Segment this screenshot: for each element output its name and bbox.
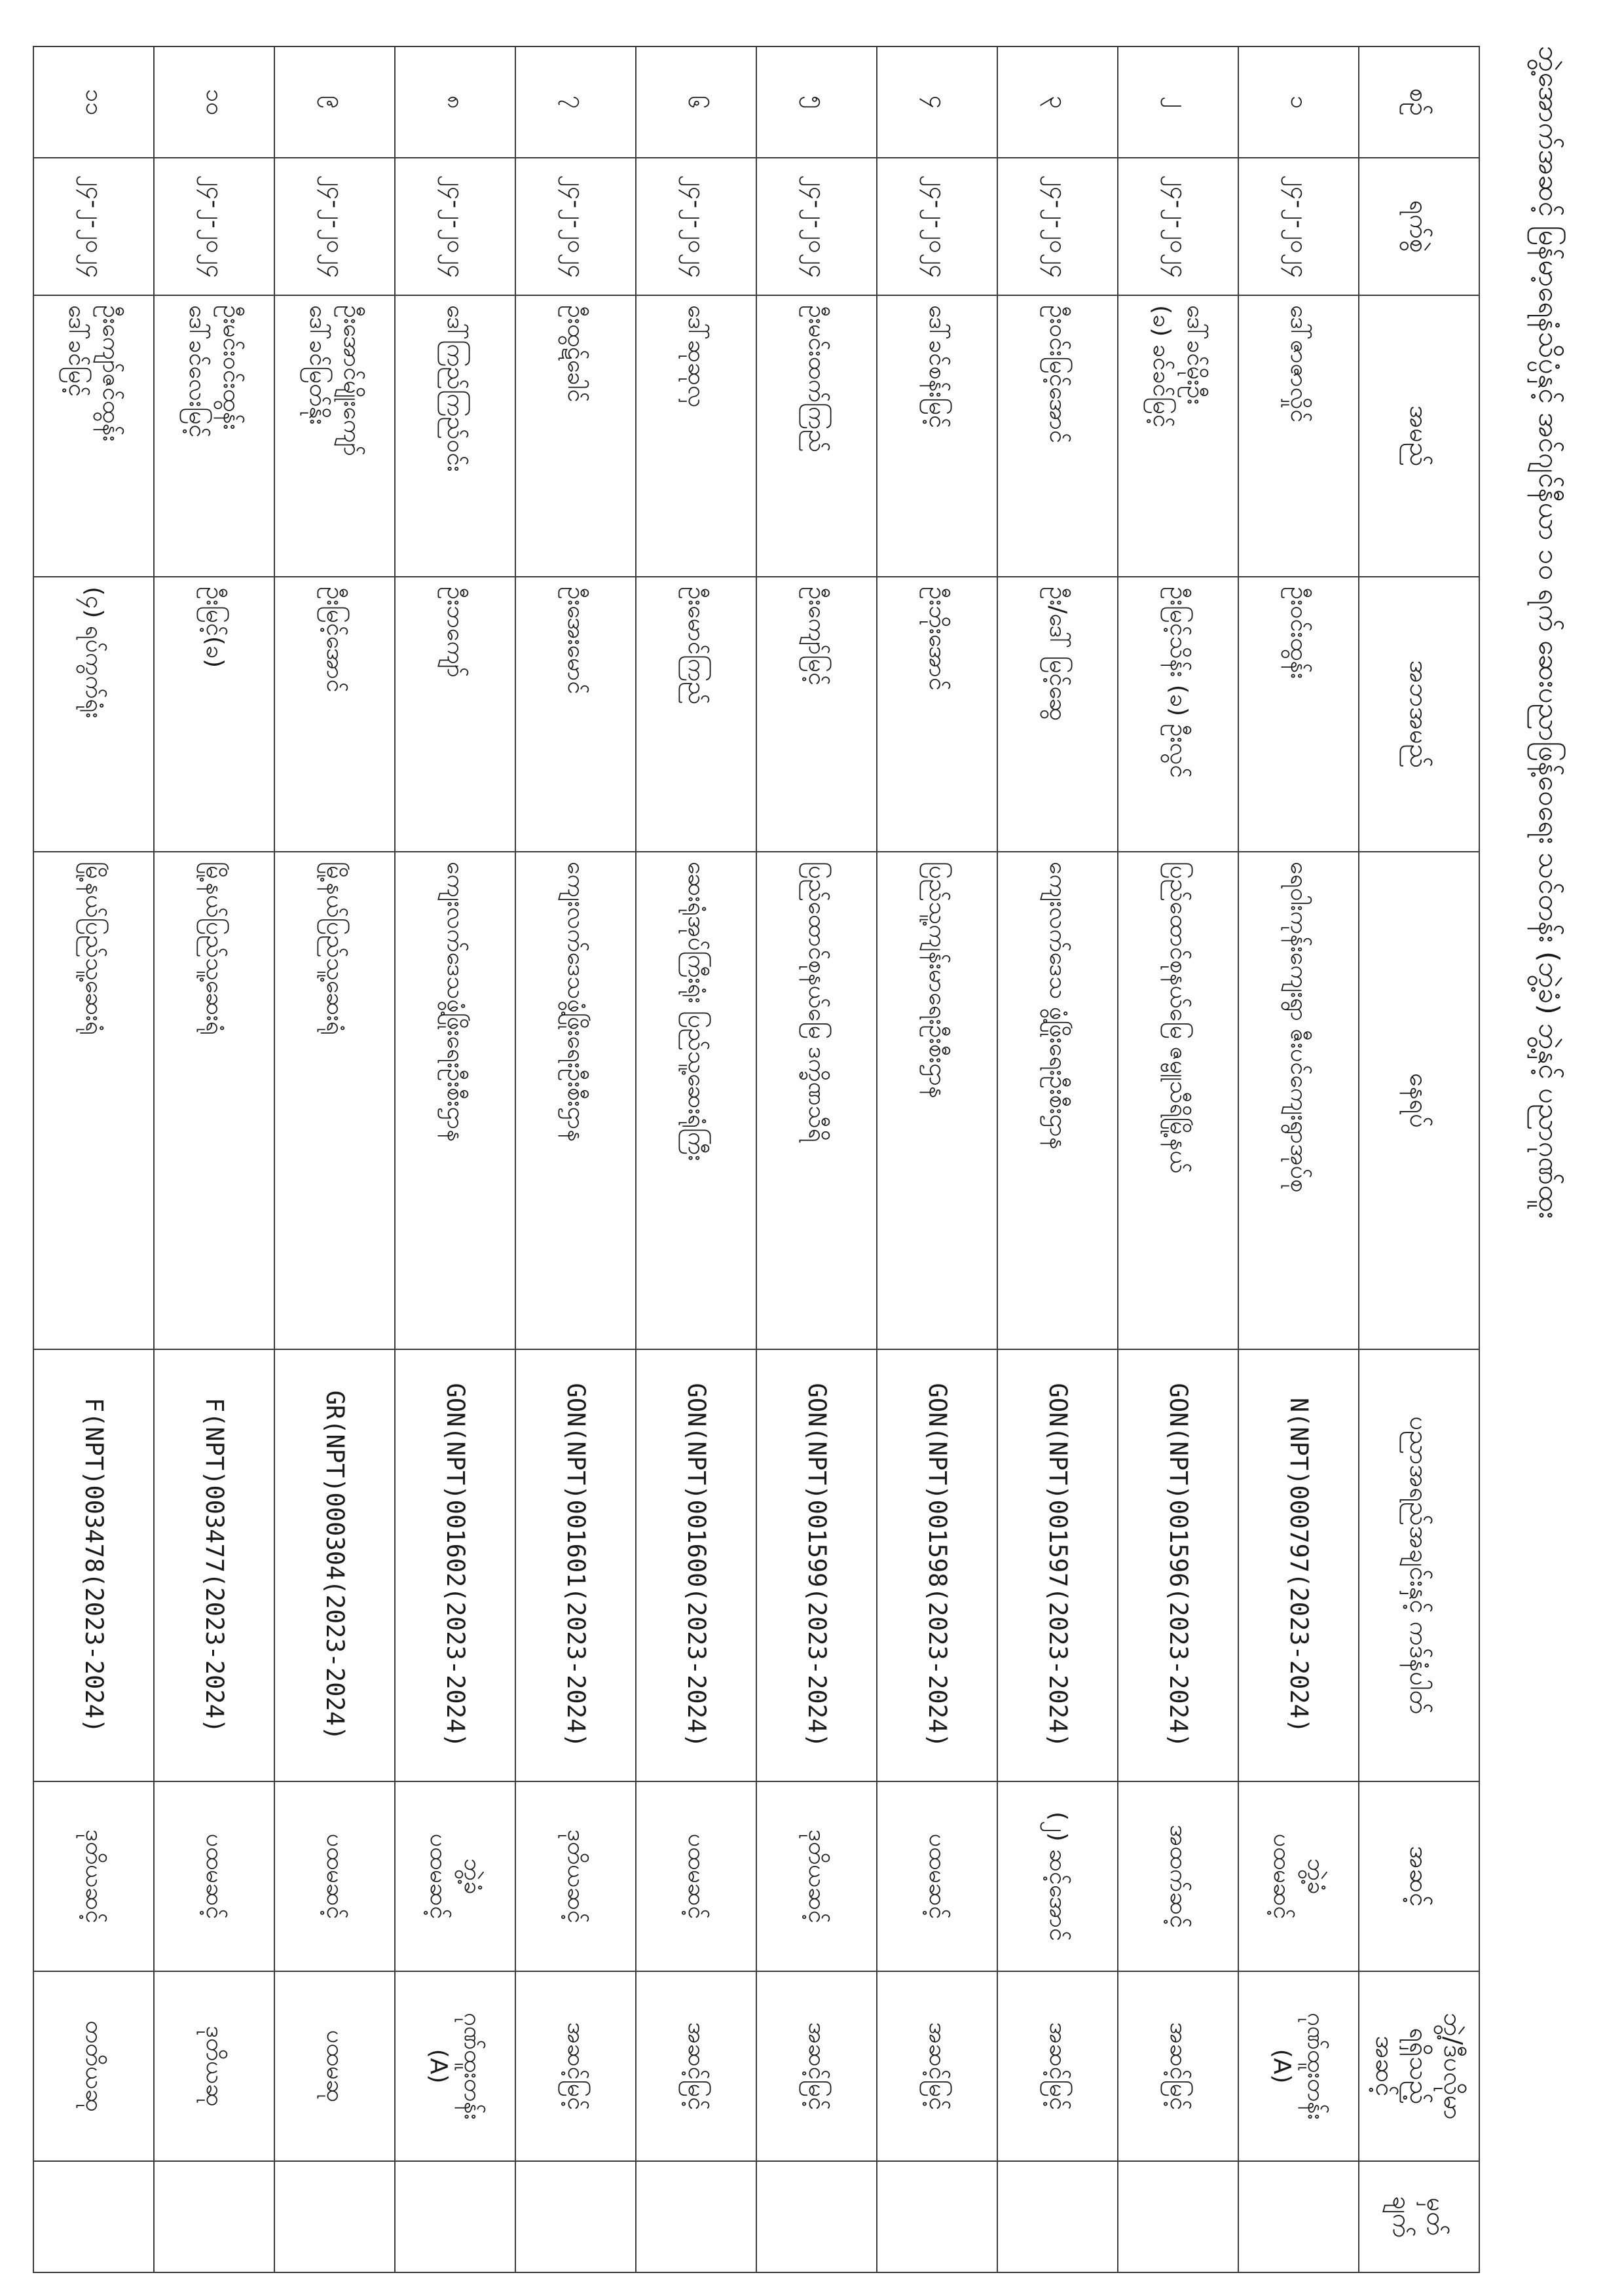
table-row (756, 46, 877, 2272)
table-row (1118, 46, 1238, 2272)
cell-code: GR(NPT)000304(2023-2024) (274, 1349, 395, 1781)
cell-result: အဆင့်မြင့် (636, 1971, 756, 2161)
table-row (877, 46, 997, 2272)
cell-no: ၈ (395, 46, 515, 158)
cell-no: ၁ (1238, 46, 1359, 158)
cell-name: ဦးမင်းထက်ကြည် (756, 295, 877, 577)
header-father-name: အဘအမည် (1359, 577, 1479, 852)
cell-father-name: ဦးမြင့်သိန်း (ခ) ဦးလွင် (1118, 577, 1238, 852)
table-row (154, 46, 274, 2272)
table-row (395, 46, 515, 2272)
cell-grade: (၂) ဆင့်အောင် (997, 1781, 1118, 1971)
header-row (1359, 46, 1479, 2272)
header-remark: မှတ် ချက် (1359, 2161, 1479, 2272)
header-no: စဉ် (1359, 46, 1479, 158)
cell-address: ပြည်ထောင်စုနယ်မြေ ဒက္ခိဏသီရိ (756, 852, 877, 1349)
cell-name: ဒေါ်ဇာဇာလှိုင် (1238, 295, 1359, 577)
cell-grade: ဒုတိယဆင့် (33, 1781, 154, 1971)
cell-address: ရေဝါးကုန်းကျေးရွာ ဇီးပင်ကျေးရွာအုပ်စု (1238, 852, 1359, 1349)
cell-remark (756, 2161, 877, 2272)
cell-name: ဦးမင်းဝင်းထွန်း ဒေါ်ခင်လေးမြင့် (154, 295, 274, 577)
cell-no: ၇ (515, 46, 636, 158)
cell-no: ၉ (274, 46, 395, 158)
cell-result: တတိယဆု (33, 1971, 154, 2161)
cell-address: မြို့နယ်ပြည်သူ့ဆေးရုံ (274, 852, 395, 1349)
cell-date: ၂၄-၂-၂၀၂၄ (636, 158, 756, 295)
cell-code: GON(NPT)001599(2023-2024) (756, 1349, 877, 1781)
table-row (33, 46, 154, 2272)
cell-grade: ဒုတိယဆင့် (756, 1781, 877, 1971)
cell-grade: ဘွဲ့ခံ ပထမဆင့် (1238, 1781, 1359, 1971)
records-table (33, 46, 1480, 2273)
cell-date: ၂၄-၂-၂၀၂၄ (274, 158, 395, 295)
cell-remark (515, 2161, 636, 2272)
cell-address: ကျေးလက်ဒေသဖွံ့ဖြိုးရေးဦးစီးဌာန (395, 852, 515, 1349)
header-grade: အဆင့် (1359, 1781, 1479, 1971)
cell-code: GON(NPT)001597(2023-2024) (997, 1349, 1118, 1781)
cell-address: ပြည်ထောင်စုနယ်မြေ ဇမ္ဗူသီရိမြို့နယ် (1118, 852, 1238, 1349)
cell-result: အဆင့်မြင့် (756, 1971, 877, 2161)
page-title: ဘွဲ့အောက်အဆင့် မြန်မာ့ရေနံသိပ္ပံနှင့် အင်ဂျင်နီယာ ၁၀ ရက် ဆေးပညာဖြန့်ဝေရေး သင်တန်း (ဘွဲ့ခံ) ဘွဲ့နှင့် ပညာဂုဏ်ထူး (1533, 46, 1565, 1219)
table-row (997, 46, 1118, 2272)
cell-remark (154, 2161, 274, 2272)
cell-name: ဒေါ်ခင်မိုးဦး (ခ) ခင်ခင်မြင့် (1118, 295, 1238, 577)
cell-date: ၂၄-၂-၂၀၂၄ (395, 158, 515, 295)
cell-no: ၃ (997, 46, 1118, 158)
cell-name: ဦးထွဋ်ခေါင် (515, 295, 636, 577)
cell-name: ဦးကျော်ဇင်ထွန်း ဒေါ်ခင်မြင့် (33, 295, 154, 577)
cell-name: ဦးအောင်မျိုးကျော် ဒေါ်ခင်မြတ်နိုး (274, 295, 395, 577)
cell-remark (636, 2161, 756, 2272)
header-date: ရက်စွဲ (1359, 158, 1479, 295)
cell-code: GON(NPT)001600(2023-2024) (636, 1349, 756, 1781)
cell-no: ၂ (1118, 46, 1238, 158)
cell-grade: ပထမဆင့် (274, 1781, 395, 1971)
cell-name: ဒေါ်ခင်စန်းမြင့် (877, 295, 997, 577)
cell-result: အဆင့်မြင့် (997, 1971, 1118, 2161)
cell-grade: ဒုတိယဆင့် (515, 1781, 636, 1971)
cell-grade: ပထမဆင့် (154, 1781, 274, 1971)
cell-father-name: ဦးဝင်းထွန်း (1238, 577, 1359, 852)
cell-code: F(NPT)003478(2023-2024) (33, 1349, 154, 1781)
cell-code: N(NPT)000797(2023-2024) (1238, 1349, 1359, 1781)
cell-remark (997, 2161, 1118, 2272)
cell-remark (33, 2161, 154, 2272)
cell-address: ကျေးလက်ဒေသ ဖွံ့ဖြိုးရေးဦးစီးဌာန (997, 852, 1118, 1349)
cell-father-name: ဦးအေးမောင် (515, 577, 636, 852)
cell-name: ဒေါ်ကြည်ကြည်ဝင်း (395, 295, 515, 577)
table-row (515, 46, 636, 2272)
header-name: အမည် (1359, 295, 1479, 577)
cell-address: မြို့နယ်ပြည်သူ့ဆေးရုံ (154, 852, 274, 1349)
cell-no: ၅ (756, 46, 877, 158)
cell-father-name: ဦးမြင့်(ခ) (154, 577, 274, 852)
cell-result: အဆင့်မြင့် (877, 1971, 997, 2161)
header-result: ဘွဲ့/ဒီပလိုမာ ရရှိသည့် အဆင့် (1359, 1971, 1479, 2161)
cell-result: ဒုတိယဆု (154, 1971, 274, 2161)
cell-father-name: (၄) ရပ်ကွက်ရုံး (33, 577, 154, 852)
cell-grade: ပထမဆင့် (877, 1781, 997, 1971)
cell-address: ကျေးလက်ဒေသဖွံ့ဖြိုးရေးဦးစီးဌာန (515, 852, 636, 1349)
cell-remark (395, 2161, 515, 2272)
cell-code: GON(NPT)001601(2023-2024) (515, 1349, 636, 1781)
cell-grade: ပထမဆင့် (636, 1781, 756, 1971)
cell-date: ၂၄-၂-၂၀၂၄ (515, 158, 636, 295)
cell-father-name: ဦး/ဒေါ် မြင့်ဆွေ (997, 577, 1118, 852)
cell-date: ၂၄-၂-၂၀၂၄ (33, 158, 154, 295)
cell-address: ဆေးရုံအုပ်ကြီးရုံး ပြည်သူ့ဆေးရုံကြီး (636, 852, 756, 1349)
table-row (636, 46, 756, 2272)
cell-result: အဆင့်မြင့် (515, 1971, 636, 2161)
cell-date: ၂၄-၂-၂၀၂၄ (1238, 158, 1359, 295)
cell-remark (1118, 2161, 1238, 2272)
cell-no: ၄ (877, 46, 997, 158)
cell-date: ၂၄-၂-၂၀၂၄ (877, 158, 997, 295)
table-row (274, 46, 395, 2272)
cell-address: ပြည်သူ့ကျန်းမာရေးဦးစီးဌာန (877, 852, 997, 1349)
header-address: နေရပ် (1359, 852, 1479, 1349)
cell-grade: ဘွဲ့ခံ ပထမဆင့် (395, 1781, 515, 1971)
cell-father-name: ဦးဘကျော် (395, 577, 515, 852)
cell-remark (274, 2161, 395, 2272)
cell-result: အဆင့်မြင့် (1118, 1971, 1238, 2161)
cell-result: ဂုဏ်ထူးတန်း (A) (1238, 1971, 1359, 2161)
cell-remark (1238, 2161, 1359, 2272)
cell-date: ၂၄-၂-၂၀၂၄ (997, 158, 1118, 295)
cell-father-name: ဦးမောင်ကြည် (636, 577, 756, 852)
cell-father-name: ဦးမြင့်အောင် (274, 577, 395, 852)
cell-result: ဂုဏ်ထူးတန်း (A) (395, 1971, 515, 2161)
cell-date: ၂၄-၂-၂၀၂၄ (154, 158, 274, 295)
cell-code: F(NPT)003477(2023-2024) (154, 1349, 274, 1781)
table-row (1238, 46, 1359, 2272)
cell-father-name: ဦးကျော်မြင့် (756, 577, 877, 852)
header-code: ပညာအရည်အချင်းနှင့် ကဒ်နံပါတ် (1359, 1349, 1479, 1781)
cell-no: ၁၀ (154, 46, 274, 158)
cell-address: မြို့နယ်ပြည်သူ့ဆေးရုံ (33, 852, 154, 1349)
cell-name: ဦးဝင်းမြင့်အောင် (997, 295, 1118, 577)
cell-remark (877, 2161, 997, 2272)
cell-father-name: ဦးဘိုးအောင် (877, 577, 997, 852)
cell-name: ဒေါ်ဆုဆုလှ (636, 295, 756, 577)
cell-date: ၂၄-၂-၂၀၂၄ (756, 158, 877, 295)
cell-date: ၂၄-၂-၂၀၂၄ (1118, 158, 1238, 295)
cell-no: ၁၁ (33, 46, 154, 158)
cell-grade: အထက်ဆင့် (1118, 1781, 1238, 1971)
cell-code: GON(NPT)001598(2023-2024) (877, 1349, 997, 1781)
cell-result: ပထမဆု (274, 1971, 395, 2161)
cell-no: ၆ (636, 46, 756, 158)
cell-code: GON(NPT)001596(2023-2024) (1118, 1349, 1238, 1781)
cell-code: GON(NPT)001602(2023-2024) (395, 1349, 515, 1781)
